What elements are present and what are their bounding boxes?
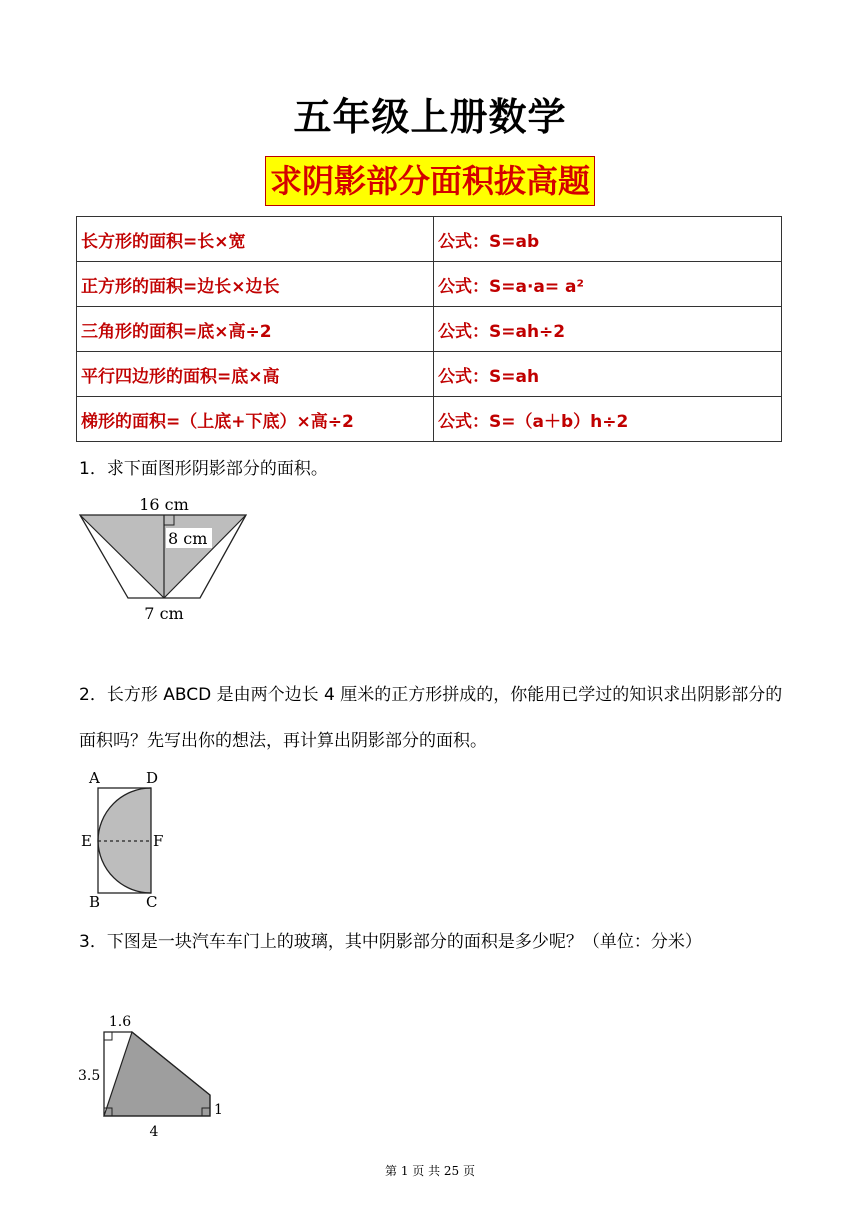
formula-row [77,262,782,307]
q1-label-top: 16 cm [139,495,189,514]
q2-shaded-region-upper [98,788,151,841]
formula-expression: 公式：S=ah÷2 [434,307,782,352]
formula-table [76,216,782,442]
question-3-text: 3．下图是一块汽车车门上的玻璃，其中阴影部分的面积是多少呢？（单位：分米） [79,932,702,952]
page-title: 五年级上册数学 [293,95,567,139]
q1-label-height: 8 cm [168,529,208,548]
formula-name: 平行四边形的面积=底×高 [77,352,434,397]
q2-label-e: E [81,832,92,850]
formula-row [77,217,782,262]
page-subtitle: 求阴影部分面积拔高题 [265,156,595,206]
question-3-figure [76,1010,236,1145]
q1-label-bottom: 7 cm [144,604,184,623]
q2-label-b: B [89,893,101,911]
formula-name: 正方形的面积=边长×边长 [77,262,434,307]
formula-name: 长方形的面积=长×宽 [77,217,434,262]
question-1-figure [76,488,256,628]
formula-expression: 公式：S=（a＋b）h÷2 [434,397,782,442]
question-2-figure [76,766,176,916]
subtitle-wrap [0,156,860,206]
q3-label-left: 3.5 [78,1068,101,1084]
q3-label-top: 1.6 [108,1014,132,1030]
formula-expression: 公式：S=a·a= a² [434,262,782,307]
formula-row [77,307,782,352]
q2-label-d: D [146,769,159,787]
q3-shaded-triangle [104,1032,210,1116]
formula-name: 梯形的面积=（上底+下底）×高÷2 [77,397,434,442]
question-2-text: 2．长方形 ABCD 是由两个边长 4 厘米的正方形拼成的，你能用已学过的知识求出阴影部分的面积吗？先写出你的想法，再计算出阴影部分的面积。 [79,685,783,751]
question-1-text: 1．求下面图形阴影部分的面积。 [79,459,328,479]
formula-row [77,352,782,397]
formula-row [77,397,782,442]
formula-expression: 公式：S=ah [434,352,782,397]
q2-label-f: F [153,832,164,850]
q2-label-a: A [89,769,100,787]
q3-right-angle-mark-tl [104,1032,112,1040]
page-footer: 第 1 页 共 25 页 [385,1164,475,1178]
formula-name: 三角形的面积=底×高÷2 [77,307,434,352]
q2-label-c: C [146,893,158,911]
formula-expression: 公式：S=ab [434,217,782,262]
q3-label-bottom: 4 [149,1124,159,1140]
q3-label-right: 1 [214,1102,223,1118]
